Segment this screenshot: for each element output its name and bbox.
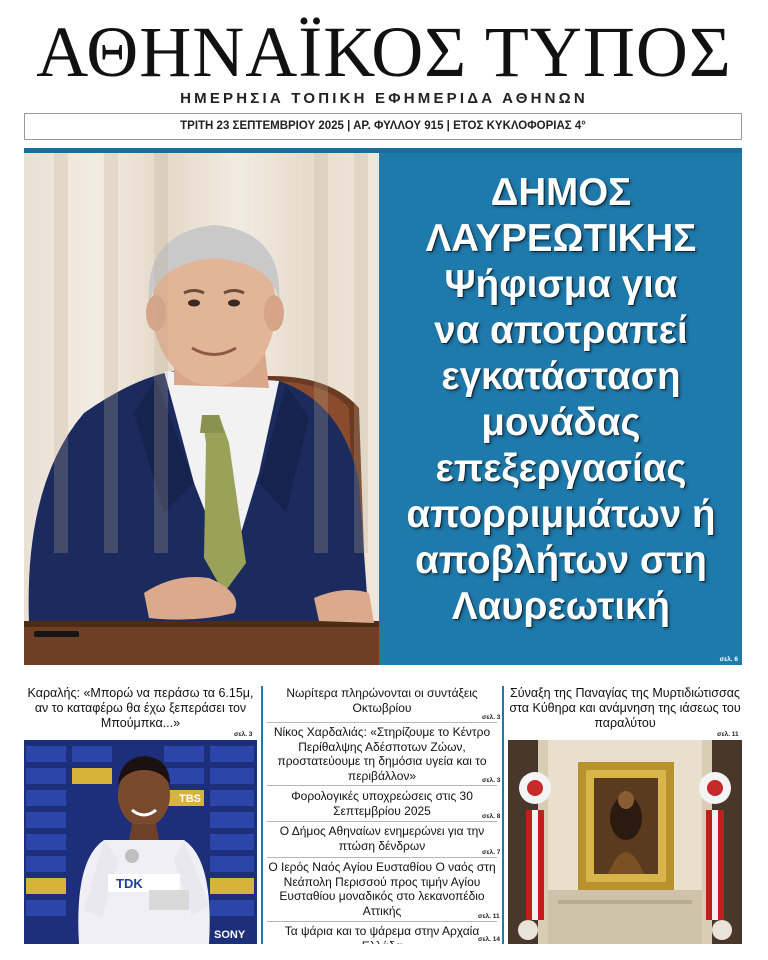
headline-line: επεξεργασίας	[435, 447, 687, 490]
page-bottom-margin	[0, 944, 768, 960]
brief-page-ref: σελ. 3	[482, 714, 501, 721]
masthead	[0, 14, 768, 90]
headline-line: αποβλήτων στη	[415, 539, 707, 582]
brief-page-ref: σελ. 11	[478, 913, 500, 920]
lead-headline[interactable]	[386, 170, 736, 630]
column-separator-right	[502, 686, 504, 944]
headline-line: να αποτραπεί	[434, 309, 688, 352]
headline-line: μονάδας	[481, 401, 641, 444]
headline-line: Λαυρεωτική	[451, 585, 671, 628]
issue-info-bar: ΤΡΙΤΗ 23 ΣΕΠΤΕΜΒΡΙΟΥ 2025 | ΑΡ. ΦΥΛΛΟΥ 915 | ΕΤΟΣ ΚΥΚΛΟΦΟΡΙΑΣ 4°	[24, 113, 742, 140]
headline-line: ΛΑΥΡΕΩΤΙΚΗΣ	[425, 217, 697, 260]
brief-divider	[267, 722, 497, 723]
column-separator-left	[261, 686, 263, 944]
brief-item[interactable]: Ο Δήμος Αθηναίων ενημερώνει για την πτώση δένδρων	[279, 824, 485, 853]
sponsor-text: TBS	[179, 793, 201, 805]
headline-line: ΔΗΜΟΣ	[490, 171, 632, 214]
brief-item[interactable]: Τα ψάρια και το ψάρεμα στην Αρχαία	[284, 924, 480, 938]
left-story-headline[interactable]: Καραλής: «Μπορώ να περάσω τα 6.15μ, αν το καταφέρω θα έχω ξεπεράσει τον Μπούμπκα...»	[27, 686, 254, 730]
church-icon-photo	[508, 740, 742, 944]
headline-line: απορριμμάτων ή	[406, 493, 716, 536]
brief-item[interactable]: Νίκος Χαρδαλιάς: «Στηρίζουμε το Κέντρο Περίθαλψης Αδέσποτων Ζώων, προστατεύουμε τη δημόσια υγεία και το περιβάλλον»	[273, 725, 491, 783]
brief-divider	[267, 821, 497, 822]
right-story-headline[interactable]: Σύναξη της Παναγίας της Μυρτιδιώτισσας στα Κύθηρα και ανάμνηση της ιάσεως του παραλύτου	[509, 686, 741, 730]
brief-item[interactable]: Ο Ιερός Ναός Αγίου Ευσταθίου Ο ναός στη Νεάπολη Περισσού προς τιμήν Αγίου Ευσταθίου μοναδικός στο λεκανοπέδιο Αττικής	[268, 860, 496, 918]
right-story-page-ref: σελ. 11	[717, 731, 739, 738]
newspaper-subtitle: ΗΜΕΡΗΣΙΑ ΤΟΠΙΚΗ ΕΦΗΜΕΡΙΔΑ ΑΘΗΝΩΝ	[180, 90, 588, 107]
athlete-photo	[24, 740, 257, 944]
brief-divider	[267, 921, 497, 922]
newspaper-title: ΑΘΗΝΑΪΚΟΣ ΤΥΠΟΣ	[36, 12, 732, 92]
headline-line: εγκατάσταση	[441, 355, 681, 398]
brief-page-ref: σελ. 7	[482, 849, 501, 856]
left-story-page-ref: σελ. 3	[234, 731, 253, 738]
brief-page-ref: σελ. 3	[482, 777, 501, 784]
brief-divider	[267, 857, 497, 858]
brief-item[interactable]: Νωρίτερα πληρώνονται οι συντάξεις Οκτωβρίου	[286, 686, 478, 715]
brief-item[interactable]: Φορολογικές υποχρεώσεις στις 30 Σεπτεμβρίου 2025	[291, 789, 473, 818]
sponsor-text: SONY	[214, 929, 246, 941]
lead-story[interactable]	[24, 148, 742, 665]
brief-page-ref: σελ. 14	[478, 936, 500, 943]
mayor-portrait-photo	[24, 153, 379, 665]
headline-line: Ψήφισμα για	[444, 263, 678, 306]
lead-page-ref: σελ. 6	[719, 656, 738, 663]
brief-divider	[267, 785, 497, 786]
brief-page-ref: σελ. 8	[482, 813, 501, 820]
sponsor-text: TDK	[116, 876, 143, 891]
